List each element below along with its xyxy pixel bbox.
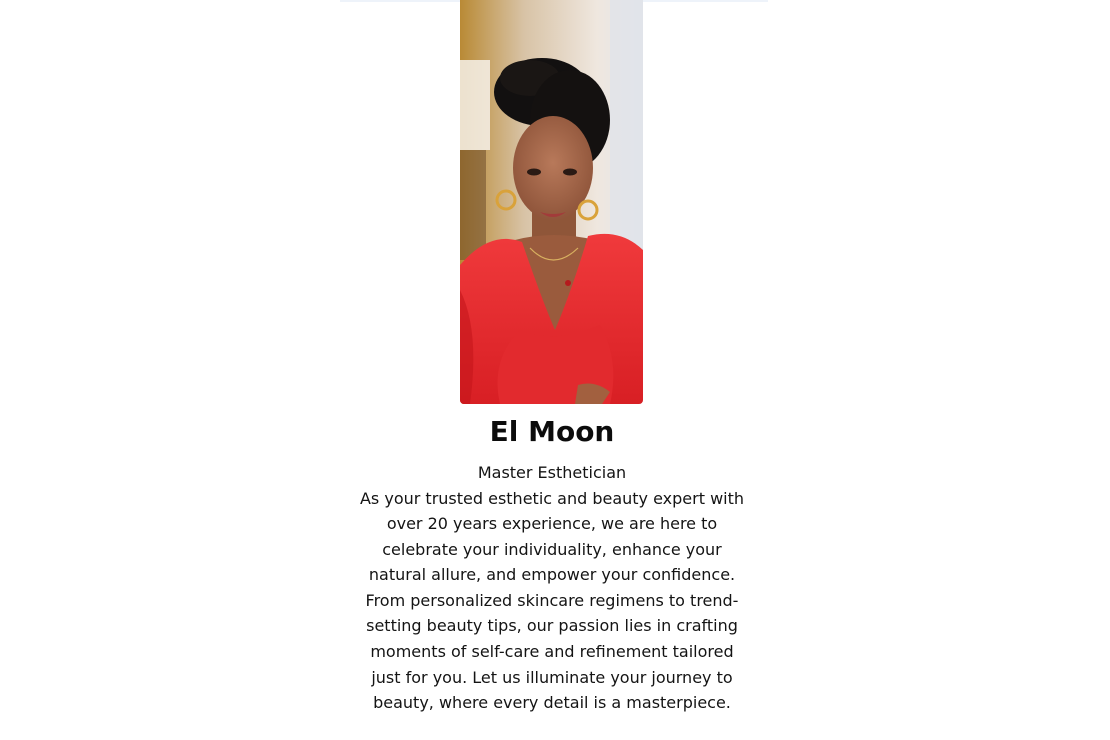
bio-line: setting beauty tips, our passion lies in crafting — [366, 616, 738, 636]
bio-line: moments of self-care and refinement tailored — [370, 642, 734, 662]
member-role: Master Esthetician — [477, 463, 627, 482]
bio-line: natural allure, and empower your confidence. — [368, 565, 736, 585]
bio-line: celebrate your individuality, enhance your — [382, 539, 722, 559]
bio-line: As your trusted esthetic and beauty expert with — [359, 488, 745, 508]
bio-line: beauty, where every detail is a masterpiece. — [373, 693, 731, 713]
team-member-card — [330, 0, 774, 740]
bio-line: just for you. Let us illuminate your journey to — [371, 667, 733, 687]
member-name: El Moon — [489, 415, 615, 448]
bio-line: From personalized skincare regimens to trend- — [365, 590, 739, 610]
member-bio — [330, 486, 774, 716]
profile-photo — [460, 0, 643, 404]
bio-line: over 20 years experience, we are here to — [386, 514, 718, 534]
